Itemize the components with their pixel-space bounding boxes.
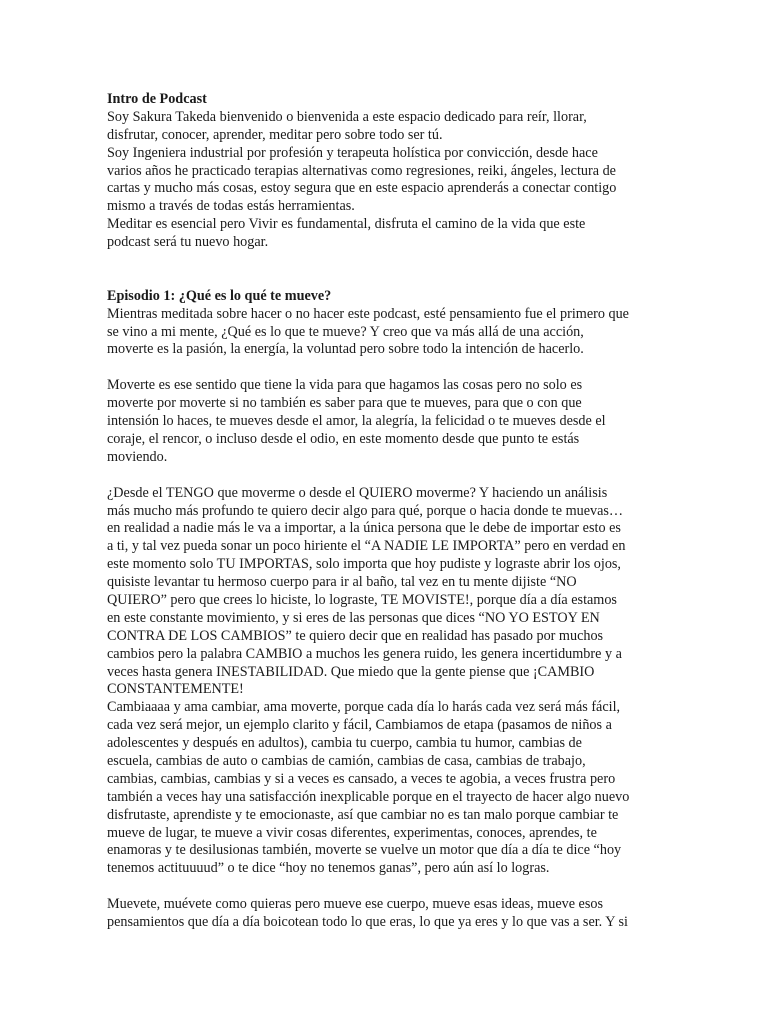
- text-line: Cambiaaaa y ama cambiar, ama moverte, porque cada día lo harás cada vez será más fácil,: [107, 699, 621, 716]
- text-line: ¿Desde el TENGO que moverme o desde el QUIERO moverme? Y haciendo un análisis: [107, 484, 608, 501]
- text-line: cambias, cambias, cambias y si a veces es cansado, a veces te agobia, a veces frustra pero: [107, 770, 616, 787]
- text-line: escuela, cambias de auto o cambias de camión, cambias de casa, cambias de trabajo,: [107, 752, 586, 769]
- episode-paragraph-2: [107, 377, 657, 466]
- text-line: pensamientos que día a día boicotean todo lo que eras, lo que ya eres y lo que vas a ser. Y si: [107, 913, 628, 930]
- text-line: moverte por moverte si no también es saber para que te mueves, para que o con que: [107, 395, 582, 412]
- text-line: disfrutaste, aprendiste y te emocionaste, así que cambiar no es tan malo porque cambiar te: [107, 806, 619, 823]
- text-line: CONSTANTEMENTE!: [107, 681, 244, 698]
- text-line: se vino a mi mente, ¿Qué es lo que te mueve? Y creo que va más allá de una acción,: [107, 323, 584, 340]
- text-line: moviendo.: [107, 448, 168, 465]
- episode-paragraph-4: [107, 896, 657, 932]
- text-line: varios años he practicado terapias alternativas como regresiones, reiki, ángeles, lectura de: [107, 162, 616, 179]
- text-line: también a veces hay una satisfacción inexplicable porque en el trayecto de hacer algo nuevo: [107, 788, 630, 805]
- text-line: mueve de lugar, te mueve a vivir cosas diferentes, experimentas, conoces, aprendes, te: [107, 824, 597, 841]
- text-line: Meditar es esencial pero Vivir es fundamental, disfruta el camino de la vida que este: [107, 216, 586, 233]
- text-line: Soy Ingeniera industrial por profesión y terapeuta holística por convicción, desde hace: [107, 144, 598, 161]
- text-line: Moverte es ese sentido que tiene la vida para que hagamos las cosas pero no solo es: [107, 377, 583, 394]
- text-line: moverte es la pasión, la energía, la voluntad pero sobre todo la intención de hacerlo.: [107, 341, 584, 358]
- text-line: enamoras y te desilusionas también, moverte se vuelve un motor que día a día te dice “hoy: [107, 842, 622, 859]
- text-line: Mientras meditada sobre hacer o no hacer este podcast, esté pensamiento fue el primero que: [107, 305, 629, 322]
- section-spacer: [107, 252, 657, 288]
- episode-paragraph-3: [107, 485, 657, 879]
- text-line: en realidad a nadie más le va a importar, a la única persona que le debe de importar esto es: [107, 520, 621, 537]
- text-line: cartas y mucho más cosas, estoy segura que en este espacio aprenderás a conectar contigo: [107, 180, 617, 197]
- text-line: cada vez será mejor, un ejemplo clarito y fácil, Cambiamos de etapa (pasamos de niños a: [107, 717, 612, 734]
- text-line: adolescentes y después en adultos), cambia tu cuerpo, cambia tu humor, cambias de: [107, 735, 582, 752]
- text-line: veces hasta genera INESTABILIDAD. Que miedo que la gente piense que ¡CAMBIO: [107, 663, 595, 680]
- text-line: quisiste levantar tu hermoso cuerpo para ir al baño, tal vez en tu mente dijiste “NO: [107, 574, 577, 591]
- paragraph-spacer: [107, 359, 657, 377]
- text-line: disfrutar, conocer, aprender, meditar pero sobre todo ser tú.: [107, 126, 443, 143]
- text-line: tenemos actituuuud” o te dice “hoy no tenemos ganas”, pero aún así lo logras.: [107, 860, 550, 877]
- text-line: Muevete, muévete como quieras pero mueve ese cuerpo, mueve esas ideas, mueve esos: [107, 896, 603, 913]
- text-line: a ti, y tal vez pueda sonar un poco hiriente el “A NADIE LE IMPORTA” pero en verdad en: [107, 538, 626, 555]
- intro-heading: Intro de Podcast: [107, 91, 207, 107]
- intro-paragraph: [107, 109, 657, 252]
- paragraph-spacer: [107, 467, 657, 485]
- text-line: CONTRA DE LOS CAMBIOS” te quiero decir que en realidad has pasado por muchos: [107, 627, 604, 644]
- text-line: este momento solo TU IMPORTAS, solo importa que hoy pudiste y lograste abrir los ojos,: [107, 556, 621, 573]
- text-line: Soy Sakura Takeda bienvenido o bienvenida a este espacio dedicado para reír, llorar,: [107, 108, 587, 125]
- text-line: cambios pero la palabra CAMBIO a muchos les genera ruido, les genera incertidumbre y a: [107, 645, 622, 662]
- episode-paragraph-1: [107, 306, 657, 360]
- document-page: [107, 91, 657, 932]
- text-line: QUIERO” pero que crees lo hiciste, lo lograste, TE MOVISTE!, porque día a día estamos: [107, 591, 617, 608]
- text-line: coraje, el rencor, o incluso desde el odio, en este momento desde que punto te estás: [107, 430, 580, 447]
- text-line: más mucho más profundo te quiero decir algo para qué, porque o hacia donde te muevas…: [107, 502, 624, 519]
- paragraph-spacer: [107, 878, 657, 896]
- text-line: intensión lo haces, te mueves desde el amor, la alegría, la felicidad o te mueves desde el: [107, 413, 606, 430]
- text-line: en este constante movimiento, y si eres de las personas que dices “NO YO ESTOY EN: [107, 609, 600, 626]
- text-line: podcast será tu nuevo hogar.: [107, 234, 269, 251]
- text-line: mismo a través de todas estás herramientas.: [107, 198, 355, 215]
- episode-heading: Episodio 1: ¿Qué es lo qué te mueve?: [107, 287, 332, 304]
